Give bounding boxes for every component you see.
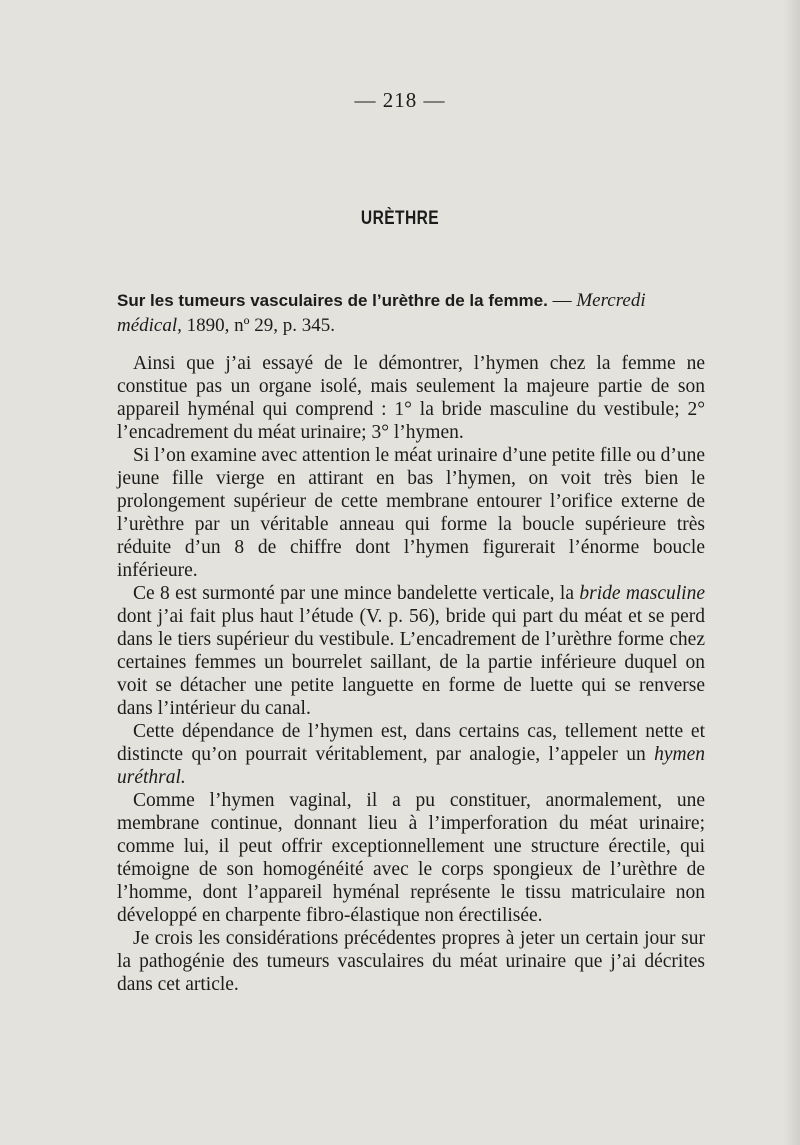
body-text: [117, 352, 705, 996]
publication-details: 1890, nº 29, p. 345.: [181, 315, 336, 336]
bibliographic-reference: [117, 288, 705, 338]
paragraph-3: [117, 582, 705, 720]
paragraph-3-emphasis: bride masculine: [579, 583, 705, 604]
journal-name: Mercredi médical,: [117, 290, 646, 336]
paragraph-4-emphasis: hymen uréthral.: [117, 744, 705, 788]
paragraph-2: Si l’on examine avec attention le méat urinaire d’une petite fille ou d’une jeune fille vierge en attirant en bas l’hymen, on voit très bien le prolongement supérieur de cette membrane entourer l’orifice externe de l’urèthre par un véritable anneau qui forme la boucle supérieure très réduite d’un 8 de chiffre dont l’hymen figurerait l’énorme boucle inférieure.: [117, 445, 705, 581]
paragraph-4-part-a: Cette dépendance de l’hymen est, dans certains cas, tellement nette et distincte qu’on pourrait véritablement, par analogie, l’appeler un: [117, 721, 705, 765]
reference-dash: —: [547, 290, 577, 311]
paragraph-4: [117, 720, 705, 789]
paragraph-5: Comme l’hymen vaginal, il a pu constituer, anormalement, une membrane continue, donnant lieu à l’imperforation du méat urinaire; comme lui, il peut offrir exceptionnellement une structure érectile, qui témoigne de son homogénéité avec le corps spongieux de l’urèthre de l’homme, dont l’appareil hyménal représente le tissu matriculaire non développé en charpente fibro-élastique non érectilisée.: [117, 790, 705, 926]
paragraph-3-part-a: Ce 8 est surmonté par une mince bandelette verticale, la: [133, 583, 580, 604]
page-edge-shadow: [784, 0, 800, 1145]
page-number: — 218 —: [354, 88, 446, 112]
article-title: Sur les tumeurs vasculaires de l’urèthre de la femme.: [117, 291, 548, 310]
section-title: URÈTHRE: [360, 208, 440, 229]
paragraph-1: Ainsi que j’ai essayé de le démontrer, l’hymen chez la femme ne constitue pas un organe isolé, mais seulement la majeure partie de son appareil hyménal qui comprend : 1° la bride masculine du vestibule; 2° l’encadrement du méat urinaire; 3° l’hymen.: [117, 353, 705, 443]
paragraph-3-part-b: dont j’ai fait plus haut l’étude (V. p. 56), bride qui part du méat et se perd dans le tiers supérieur du vestibule. L’encadrement de l’urèthre forme chez certaines femmes un bourrelet saillant, de la partie inférieure duquel on voit se détacher une petite languette en forme de luette qui se renverse dans l’intérieur du canal.: [117, 606, 705, 719]
paragraph-6: Je crois les considérations précédentes propres à jeter un certain jour sur la pathogénie des tumeurs vasculaires du méat urinaire que j’ai décrites dans cet article.: [117, 928, 705, 995]
